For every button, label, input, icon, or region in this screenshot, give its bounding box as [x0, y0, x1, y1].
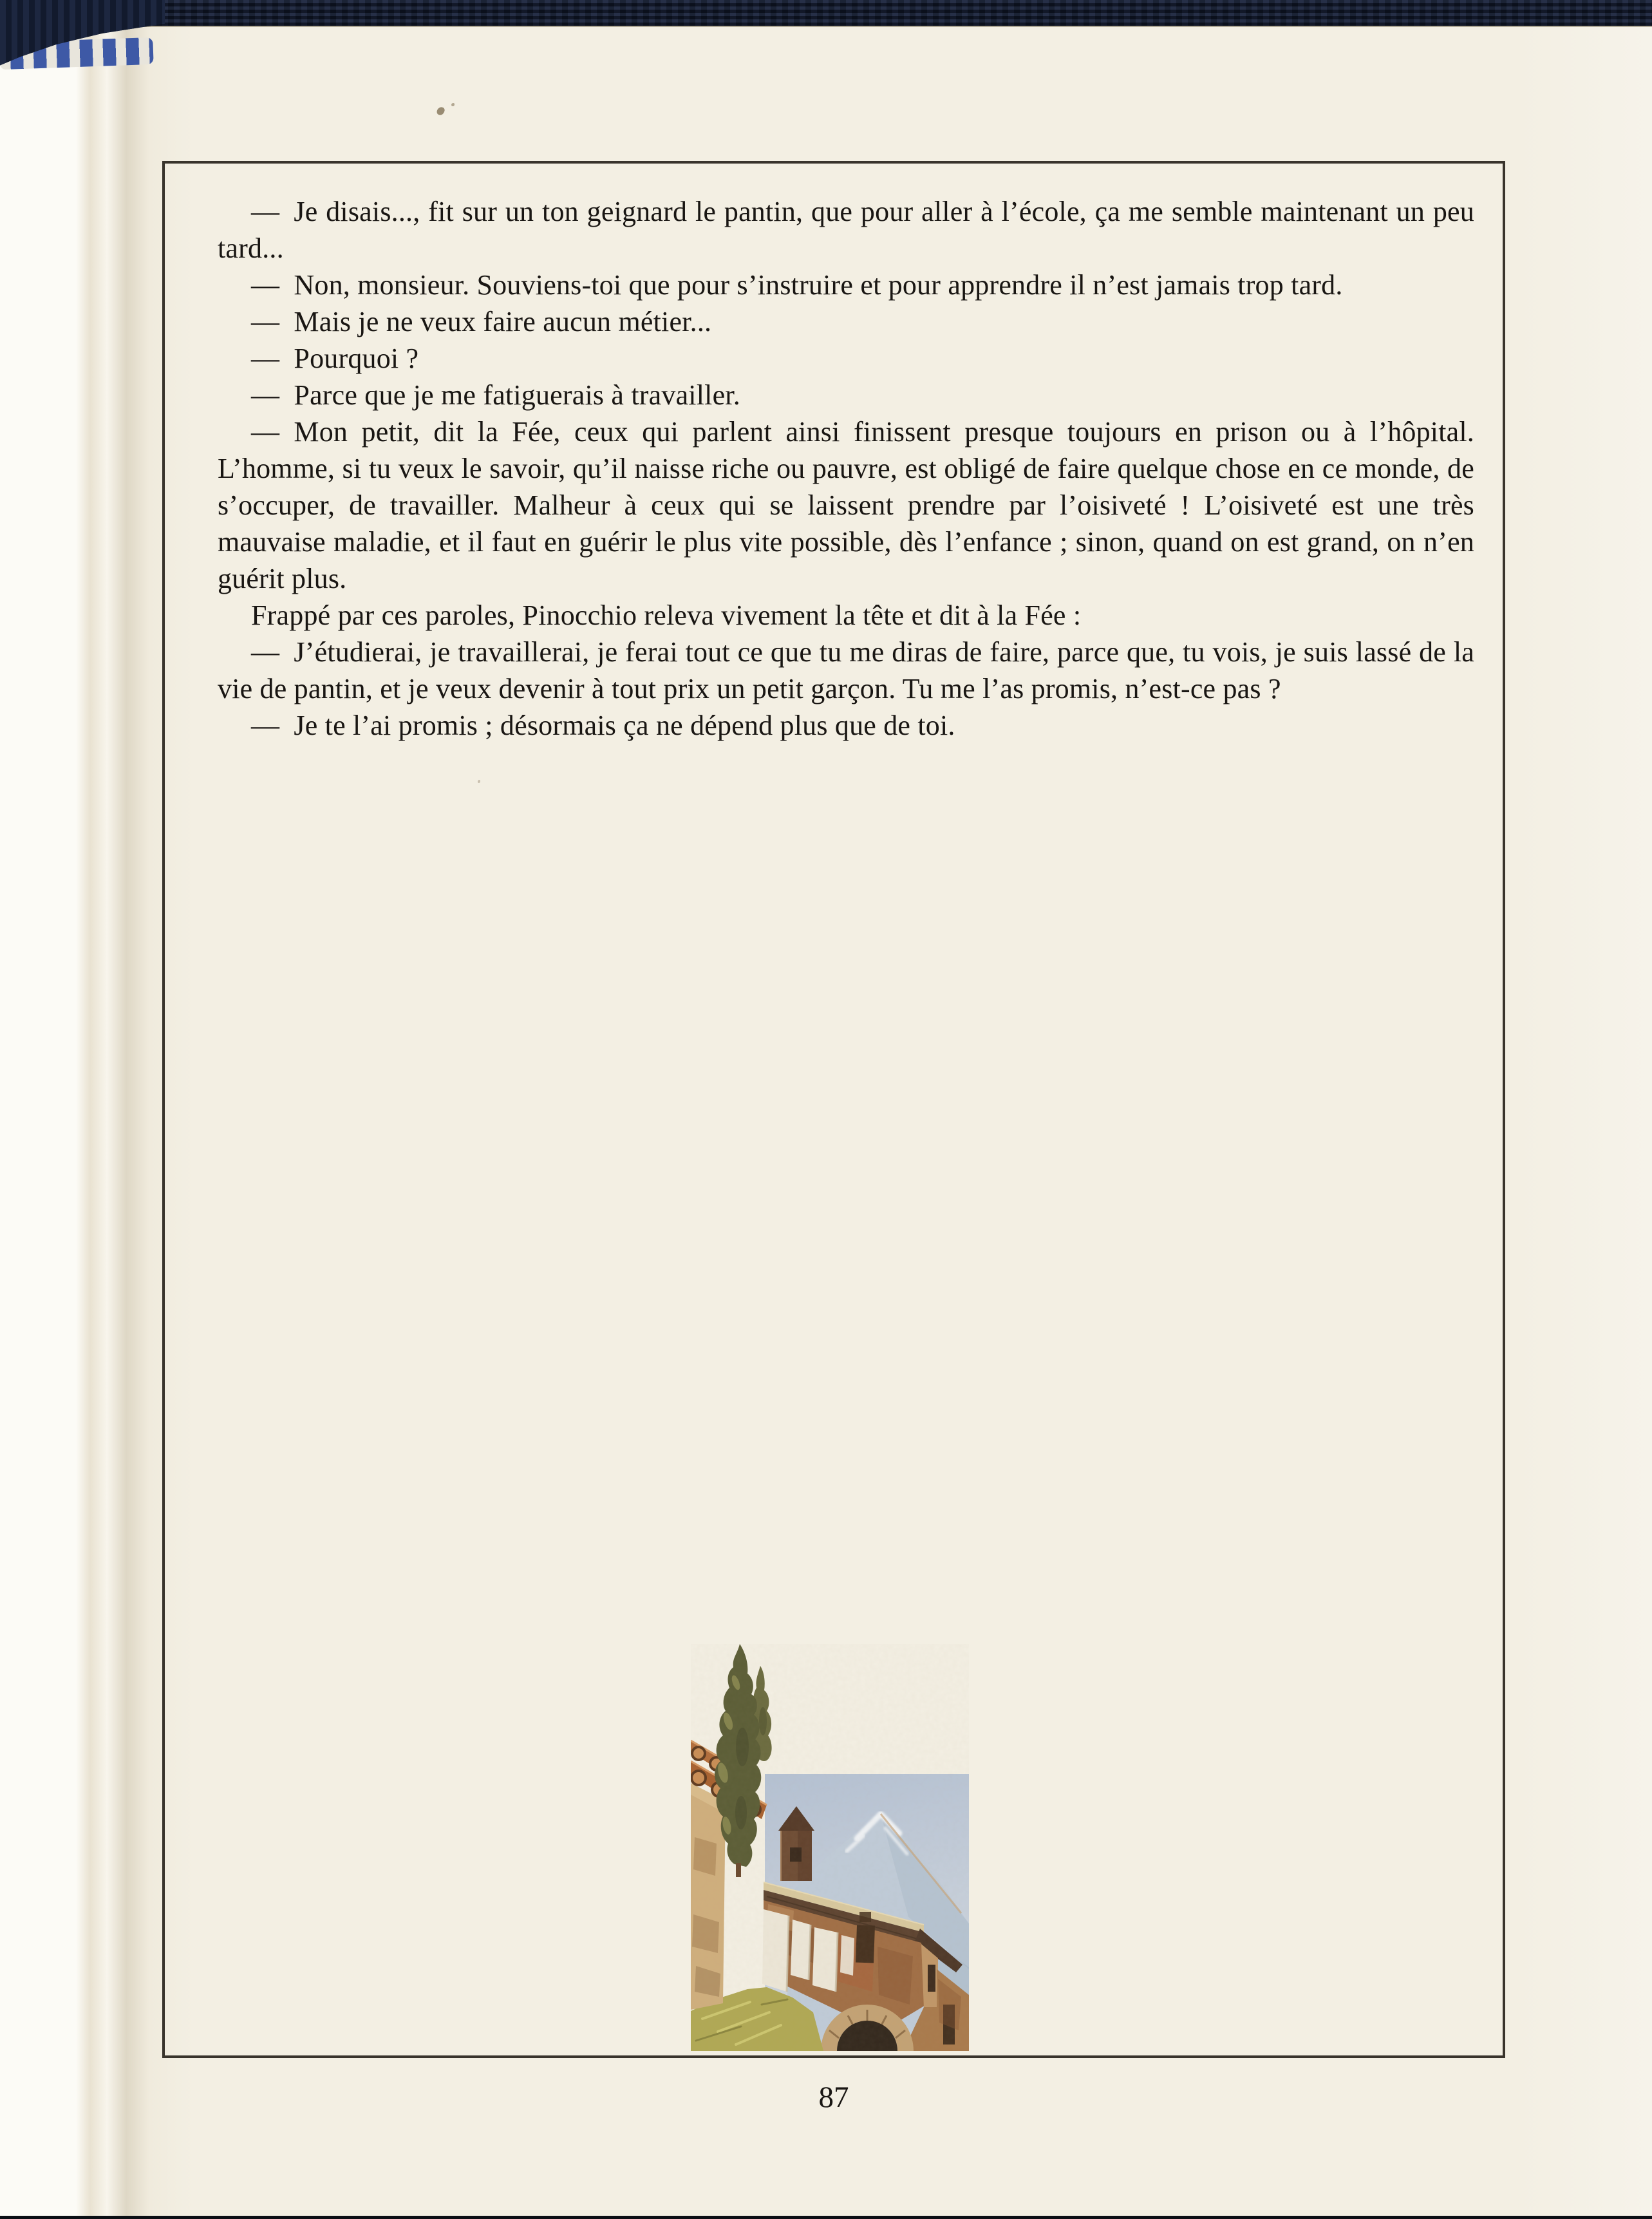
paragraph-dialogue-3: — Mais je ne veux faire aucun métier...: [251, 306, 712, 337]
paragraph-dialogue-6: — Mon petit, dit la Fée, ceux qui parlent ainsi finissent presque toujours en prison ou à l’hôpital. L’homme, si tu veux le savoir, qu’il naisse riche ou pauvre, est obligé de faire quelque chose en ce monde, de s’occuper, de travailler. Malheur à ceux qui se laissent prendre par l’oisiveté ! L’oisiveté est une très mauvaise maladie, et il faut en guérir le plus vite possible, dès l’enfance ; sinon, quand on est grand, on n’en guérit plus.: [218, 416, 1474, 594]
page-number: 87: [818, 2081, 849, 2114]
paragraph-narration: Frappé par ces paroles, Pinocchio releva vivement la tête et dit à la Fée :: [251, 600, 1082, 631]
paragraph-dialogue-8: — Je te l’ai promis ; désormais ça ne dépend plus que de toi.: [251, 710, 955, 741]
paragraph-dialogue-7: — J’étudierai, je travaillerai, je ferai tout ce que tu me diras de faire, parce que, tu vois, je suis lassé de la vie de pantin, et je veux devenir à tout prix un petit garçon. Tu me l’as promis, n’est-ce pas ?: [218, 636, 1474, 704]
paragraph-dialogue-5: — Parce que je me fatiguerais à travailler.: [251, 379, 740, 411]
paragraph-dialogue-2: — Non, monsieur. Souviens-toi que pour s’instruire et pour apprendre il n’est jamais trop tard.: [251, 269, 1343, 301]
wall-door: [856, 1925, 875, 1963]
binding-top-band: [0, 0, 1652, 26]
binding-bottom-band: [0, 2216, 1652, 2219]
stone-wall: [691, 1783, 726, 2010]
paragraph-dialogue-1: — Je disais..., fit sur un ton geignard le pantin, que pour aller à l’école, ça me semble maintenant un peu tard...: [218, 196, 1474, 264]
paragraph-dialogue-4: — Pourquoi ?: [251, 343, 419, 374]
body-text: [218, 193, 1474, 744]
house-illustration: [691, 1644, 969, 2051]
